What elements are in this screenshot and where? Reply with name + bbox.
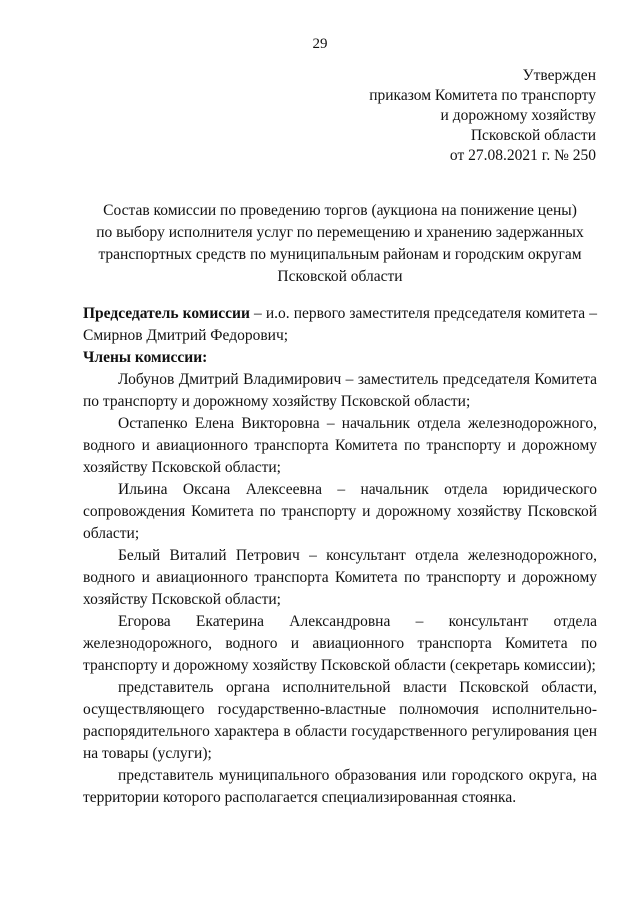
title-line: транспортных средств по муниципальным районам и городским округам	[98, 246, 582, 263]
approval-line: от 27.08.2021 г. № 250	[449, 147, 596, 164]
member-paragraph: Лобунов Дмитрий Владимирович – заместитель председателя Комитета по транспорту и дорожному хозяйству Псковской области;	[83, 371, 597, 410]
document-title	[60, 200, 620, 288]
chair-text: – и.о. первого заместителя председателя комитета – Смирнов Дмитрий Федорович;	[83, 305, 597, 344]
approval-line: приказом Комитета по транспорту	[369, 87, 596, 104]
title-line: Псковской области	[277, 268, 403, 285]
page-number: 29	[312, 36, 328, 52]
chair-label: Председатель комиссии	[83, 305, 250, 322]
approval-line: Утвержден	[522, 67, 596, 84]
member-paragraph: Остапенко Елена Викторовна – начальник отдела железнодорожного, водного и авиационного транспорта Комитета по транспорту и дорожному хозяйству Псковской области;	[83, 415, 597, 476]
member-paragraph: Белый Виталий Петрович – консультант отдела железнодорожного, водного и авиационного транспорта Комитета по транспорту и дорожному хозяйству Псковской области;	[83, 547, 597, 608]
member-paragraph: представитель муниципального образования или городского округа, на территории которого располагается специализированная стоянка.	[83, 767, 597, 806]
approval-line: и дорожному хозяйству	[440, 107, 596, 124]
member-paragraph: Ильина Оксана Алексеевна – начальник отдела юридического сопровождения Комитета по транспорту и дорожному хозяйству Псковской области;	[83, 481, 597, 542]
title-line: по выбору исполнителя услуг по перемещению и хранению задержанных	[96, 224, 584, 241]
document-body	[83, 303, 597, 809]
members-heading: Члены комиссии:	[83, 349, 208, 366]
member-paragraph: представитель органа исполнительной власти Псковской области, осуществляющего государственно-властные полномочия исполнительно-распорядительного характера в области государственного регулирования цен на товары (услуги);	[83, 679, 597, 762]
title-line: Состав комиссии по проведению торгов (аукциона на понижение цены)	[103, 202, 577, 219]
member-paragraph: Егорова Екатерина Александровна – консультант отдела железнодорожного, водного и авиационного транспорта Комитета по транспорту и дорожному хозяйству Псковской области (секретарь комиссии);	[83, 613, 597, 674]
chair-paragraph	[83, 303, 597, 347]
approval-stamp	[369, 66, 596, 166]
approval-line: Псковской области	[470, 127, 596, 144]
